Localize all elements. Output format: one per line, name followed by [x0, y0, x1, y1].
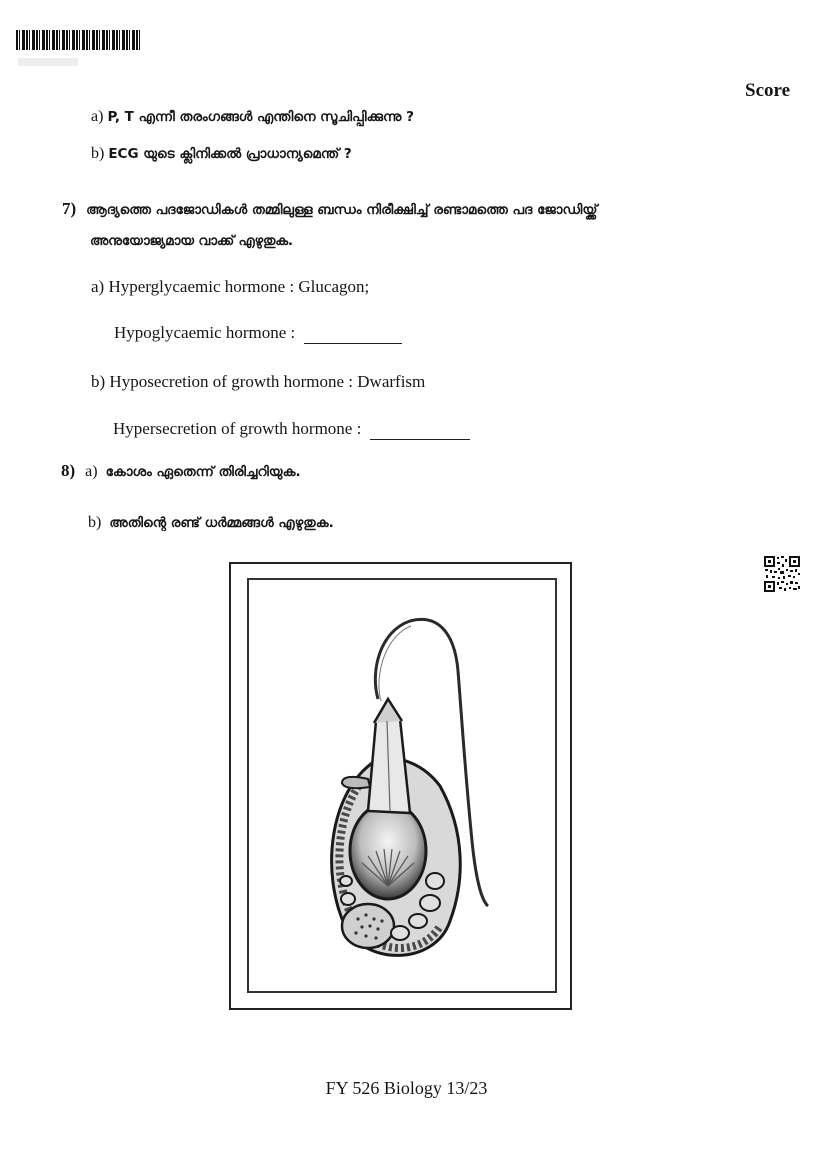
- q7-a-text-1: Hyperglycaemic hormone : Glucagon;: [108, 277, 370, 296]
- q7-intro-line-1: [62, 198, 597, 221]
- q7-part-a-line-1: [91, 276, 369, 298]
- q7-b-text-1: Hyposecretion of growth hormone : Dwarfism: [109, 372, 426, 391]
- q7-part-a-line-2: [114, 322, 402, 344]
- q7-a-label: a): [91, 277, 105, 296]
- q8-part-b: [88, 512, 334, 534]
- q6-a-label: a): [91, 108, 104, 125]
- q8-a-text: കോശം ഏതെന്ന് തിരിച്ചറിയുക.: [105, 464, 301, 480]
- q8-part-a: [61, 460, 301, 483]
- q7-part-b-line-2: [113, 418, 470, 440]
- q6-part-b: [91, 143, 352, 165]
- q7-a-text-2: Hypoglycaemic hormone :: [114, 323, 296, 342]
- page-footer: FY 526 Biology 13/23: [325, 1078, 488, 1098]
- q8-b-label: b): [88, 514, 102, 531]
- q7-a-answer-blank[interactable]: [304, 325, 402, 344]
- q7-part-b-line-1: [91, 371, 425, 393]
- barcode: [16, 30, 142, 50]
- barcode-caption: [18, 58, 78, 66]
- q6-a-text: P, T എന്നീ തരംഗങ്ങൾ എന്തിനെ സൂചിപ്പിക്കുന്നു ?: [107, 109, 414, 125]
- q7-intro-text-2: അനുയോജ്യമായ വാക്ക് എഴുതുക.: [90, 233, 293, 249]
- q8-b-text: അതിന്റെ രണ്ട് ധർമ്മങ്ങൾ എഴുതുക.: [109, 515, 334, 531]
- q7-b-answer-blank[interactable]: [370, 421, 470, 440]
- q8-a-label: a): [85, 463, 98, 480]
- q6-b-text: ECG യുടെ ക്ലിനിക്കൽ പ്രാധാന്യമെന്ത് ?: [108, 146, 352, 162]
- q7-b-label: b): [91, 372, 106, 391]
- q6-b-label: b): [91, 145, 105, 162]
- q8-number: 8): [61, 461, 76, 480]
- sperm-cell-illustration-icon: [250, 581, 554, 990]
- q6-part-a: [91, 106, 414, 128]
- q7-b-text-2: Hypersecretion of growth hormone :: [113, 419, 362, 438]
- qr-code-icon: [763, 555, 801, 593]
- score-label: Score: [745, 80, 791, 101]
- q7-number: 7): [62, 199, 77, 218]
- q7-intro-text-1: ആദ്യത്തെ പദജോഡികൾ തമ്മിലുള്ള ബന്ധം നിരീക്ഷിച്ച് രണ്ടാമത്തെ പദ ജോഡിയ്ക്ക്: [86, 202, 598, 218]
